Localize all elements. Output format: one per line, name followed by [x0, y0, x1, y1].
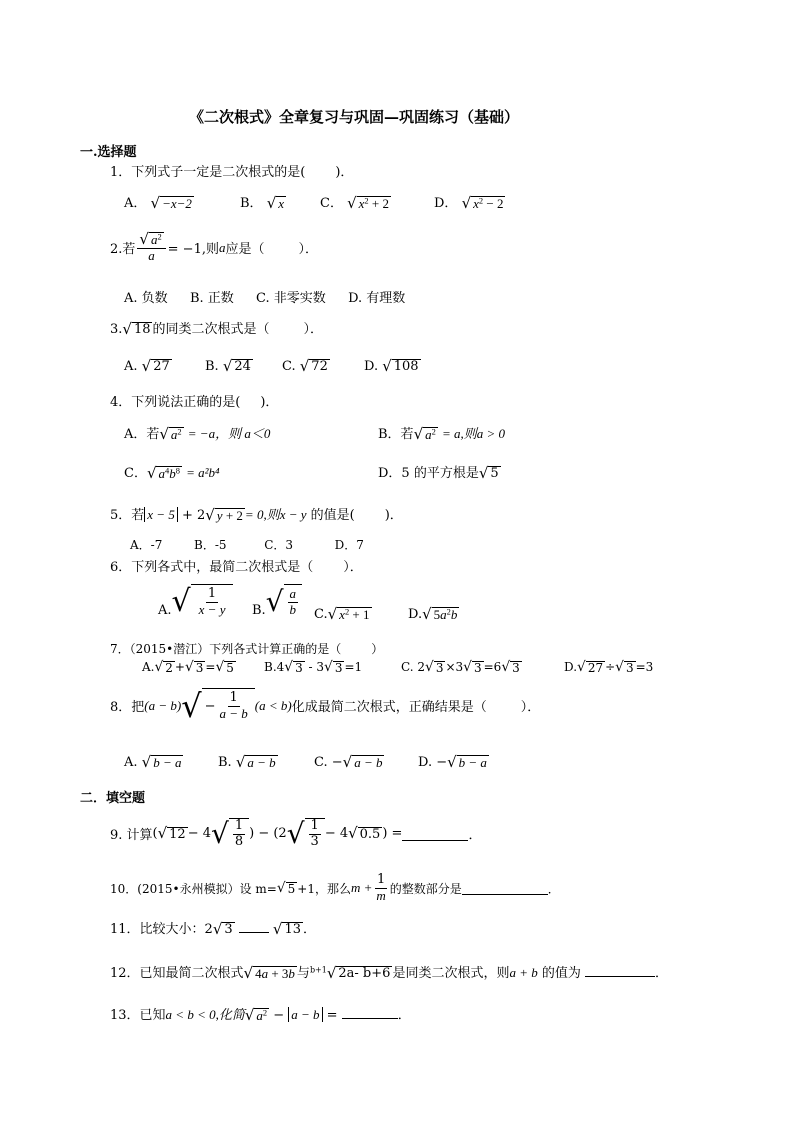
question-2-option-a: A. 负数 — [124, 291, 168, 306]
section-choice-heading: 一.选择题 — [80, 145, 137, 160]
question-5-option-c: C．3 — [264, 538, 294, 552]
question-5-option-a: A．-7 — [130, 538, 163, 552]
question-1-option-a: A． √ −x−2 — [124, 194, 192, 213]
question-12-stem: 12．已知最简二次根式 √ 4a + 3b 与$^{b+1}$ √ 2a- b+6 是同类二次根式，则a + b 的值为 ． — [110, 964, 669, 983]
question-11-stem: 11．比较大小：2 √ 3 √ 13 ． — [110, 920, 317, 939]
question-4-option-a: A．若 √ $a^2$ = −a，则 a＜0 — [124, 425, 271, 444]
question-7-stem: 7．（2015•潜江）下列各式计算正确的是（ ） — [110, 642, 384, 656]
question-7-option-a: A. √ 2 + √ 3 = √ 5 — [142, 658, 234, 675]
question-9-stem: 9. 计算 ( √ 12 − 4 √ $\frac{1}{8}$ ) − (2 √ $\frac{1}{3}$ − 4 √ 0.5 ) = ． — [110, 816, 482, 850]
question-13-answer-blank[interactable] — [342, 1005, 398, 1019]
question-3-option-b: B. √ 24 — [205, 357, 251, 376]
question-3-option-a: A. √ 27 — [124, 357, 170, 376]
question-4-stem: 4．下列说法正确的是( )． — [110, 395, 279, 410]
question-2-option-b: B. 正数 — [189, 291, 234, 306]
question-13-stem: 13．已知a < b < 0,化简 √ $a^2$ − a − b = ． — [110, 1006, 411, 1025]
question-3-option-c: C. √ 72 — [282, 357, 328, 376]
question-3-option-d: D. √ 108 — [364, 357, 419, 376]
question-2-stem: 2.若 √ $a^2$ a = −1,则 a 应是（ ）． — [110, 230, 319, 263]
question-1-option-c: C． √ $x^2 + 2$ — [320, 194, 389, 213]
question-7-option-d: D. √ 27 ÷ √ 3 =3 — [564, 658, 654, 675]
question-6-stem: 6．下列各式中，最简二次根式是（ ）． — [110, 560, 363, 575]
question-5-option-b: B．-5 — [194, 538, 227, 552]
question-7-option-b: B.4 √ 3 - 3 √ 3 =1 — [264, 658, 363, 675]
question-10-answer-blank[interactable] — [462, 881, 548, 895]
question-8-option-d: D. − √ b − a — [418, 753, 487, 772]
question-4-option-c: C． √ $a^4b^8$ = a²b⁴ — [124, 464, 220, 483]
question-8-option-b: B. √ a − b — [218, 753, 276, 772]
question-8-stem: 8．把 (a − b) √ − $\frac{1}{a - b}$ (a < b) 化成最简二次根式，正确结果是（ ）． — [110, 686, 541, 725]
question-2-option-d: D. 有理数 — [348, 291, 406, 306]
question-9-answer-blank[interactable] — [402, 827, 468, 841]
question-6-option-b: B. √ $\frac{a}{b}$ — [252, 584, 302, 620]
question-10-stem: 10．(2015•永州模拟）设 m= √ 5 +1，那么 m + $\frac{1}{m}$ 的整数部分是 ． — [110, 872, 560, 903]
question-5-option-d: D．7 — [334, 538, 364, 552]
question-6-option-d: D. √ $5a^2b$ — [408, 605, 458, 624]
question-7-option-c: C. 2 √ 3 ×3 √ 3 =6 √ 3 — [401, 658, 520, 675]
question-11-answer-blank[interactable] — [239, 919, 269, 933]
question-12-answer-blank[interactable] — [585, 963, 655, 977]
question-5-options — [130, 536, 364, 553]
question-2-options — [124, 287, 405, 306]
question-1-stem: 1．下列式子一定是二次根式的是( )． — [110, 165, 354, 180]
question-8-option-a: A. √ b − a — [124, 753, 182, 772]
section-fill-heading: 二．填空题 — [80, 791, 146, 806]
question-6-option-a: A. √ $\frac{1}{x - y}$ — [158, 584, 233, 620]
question-8-option-c: C. − √ a − b — [314, 753, 383, 772]
question-4-option-b: B．若 √ $a^2$ = a,则a > 0 — [378, 425, 505, 444]
question-3-stem: 3. √ 18 的同类二次根式是（ ）． — [110, 320, 324, 339]
page-title: 《二次根式》全章复习与巩固—巩固练习（基础） — [189, 108, 520, 126]
question-4-option-d: D．5 的平方根是 √ 5 — [378, 464, 499, 483]
question-1-option-d: D． √ $x^2 - 2$ — [434, 194, 504, 213]
question-5-stem: 5．若 x − 5 + 2 √ y + 2 = 0,则x − y 的值是( )． — [110, 506, 403, 525]
question-1-option-b: B． √ x — [240, 194, 285, 213]
question-2-option-c: C. 非零实数 — [256, 291, 326, 306]
question-6-option-c: C. √ $x^2 + 1$ — [314, 605, 370, 624]
